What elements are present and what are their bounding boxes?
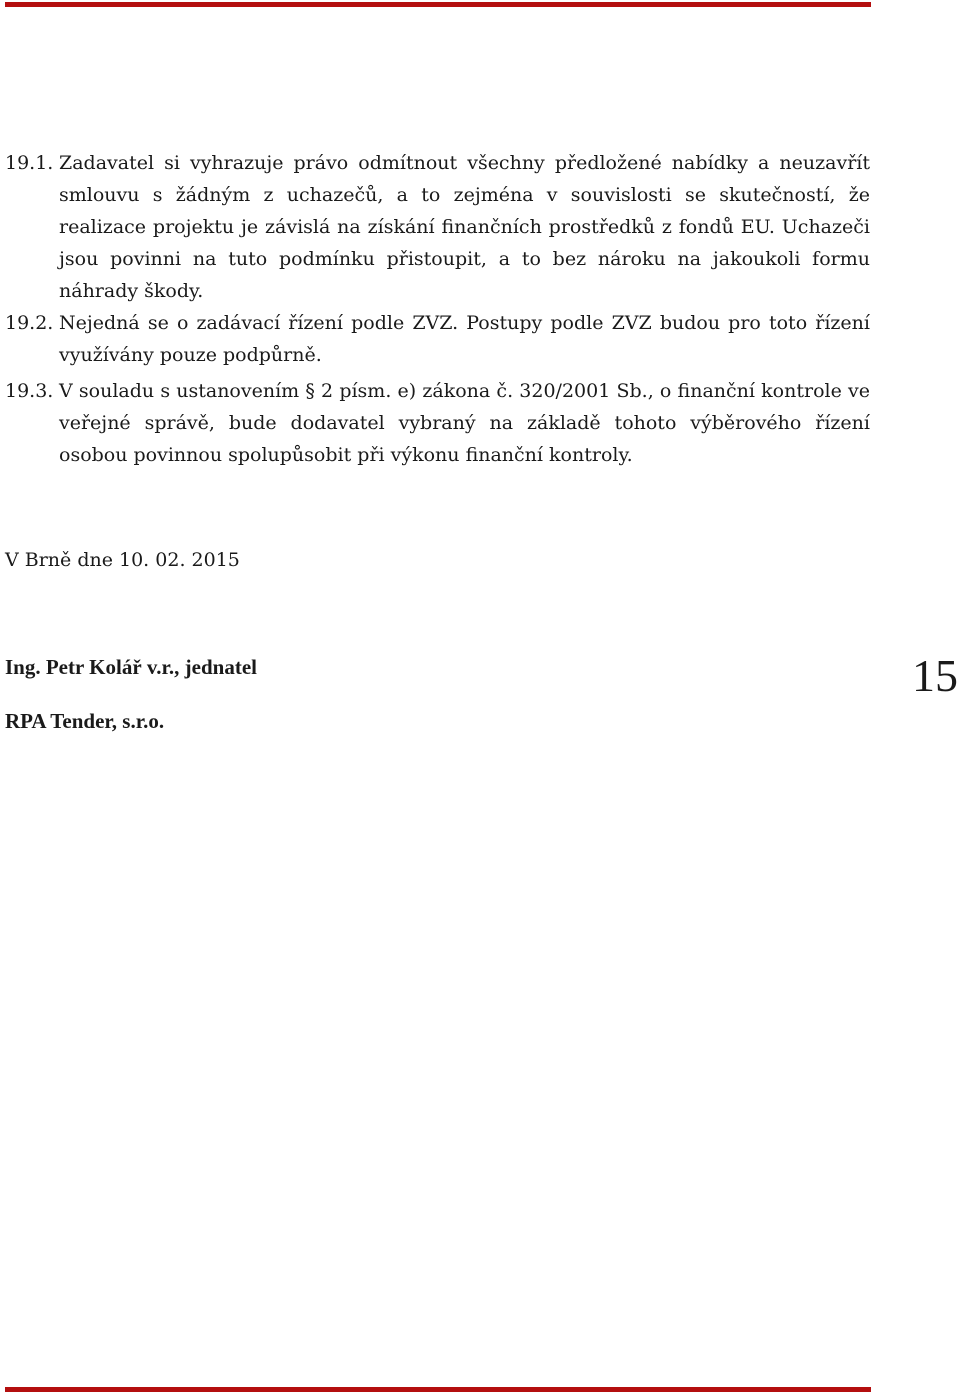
company-name: RPA Tender, s.r.o. <box>5 709 165 733</box>
clause-number: 19.2. <box>5 312 54 334</box>
clause-19-1 <box>5 147 870 307</box>
bottom-red-rule <box>5 1387 871 1392</box>
clause-text: Zadavatel si vyhrazuje právo odmítnout všechny předložené nabídky a neuzavřít smlouvu s žádným z uchazečů, a to zejména v souvislosti se skutečností, že realizace projektu je závislá na získání finančních prostředků z fondů EU. Uchazeči jsou povinni na tuto podmínku přistoupit, a to bez nároku na jakoukoli formu náhrady škody. <box>59 152 870 302</box>
clause-number: 19.1. <box>5 152 54 174</box>
page-number: 15 <box>912 650 958 701</box>
clause-text: Nejedná se o zadávací řízení podle ZVZ. Postupy podle ZVZ budou pro toto řízení využívány pouze podpůrně. <box>59 312 870 366</box>
top-red-rule <box>5 2 871 7</box>
clause-19-3 <box>5 375 870 471</box>
place-and-date: V Brně dne 10. 02. 2015 <box>5 549 240 571</box>
clause-19-2 <box>5 307 870 371</box>
signatory-name: Ing. Petr Kolář v.r., jednatel <box>5 655 257 679</box>
clause-number: 19.3. <box>5 380 54 402</box>
clause-text: V souladu s ustanovením § 2 písm. e) zákona č. 320/2001 Sb., o finanční kontrole ve veřejné správě, bude dodavatel vybraný na základě tohoto výběrového řízení osobou povinnou spolupůsobit při výkonu finanční kontroly. <box>59 380 870 466</box>
